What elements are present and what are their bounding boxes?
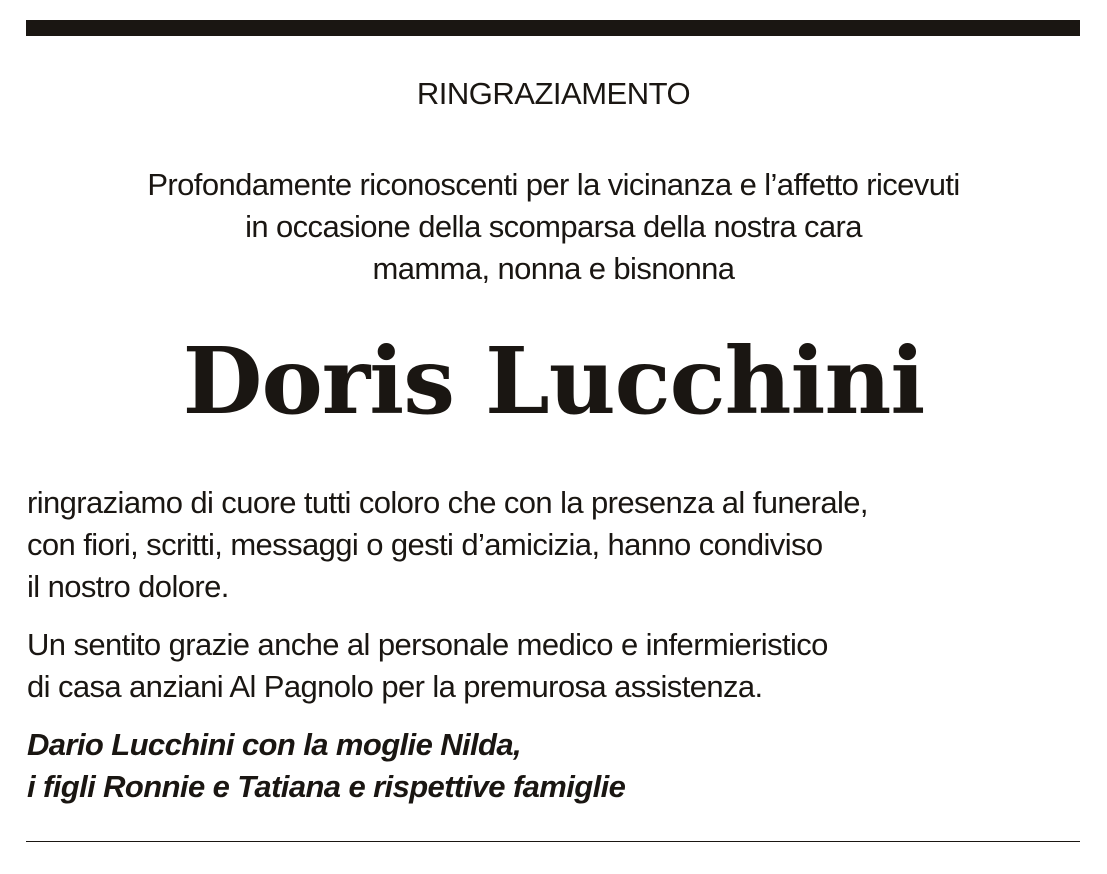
notice-heading: RINGRAZIAMENTO (416, 76, 691, 111)
intro-text (0, 164, 1107, 290)
deceased-name: Doris Lucchini (182, 327, 925, 435)
bottom-rule (26, 841, 1080, 842)
signature-line: i figli Ronnie e Tatiana e rispettive famiglie (27, 769, 626, 804)
paragraph-line: con fiori, scritti, messaggi o gesti d’amicizia, hanno condiviso (27, 527, 823, 562)
top-rule (26, 20, 1080, 36)
signature-line: Dario Lucchini con la moglie Nilda, (27, 727, 522, 762)
paragraph-line: ringraziamo di cuore tutti coloro che con la presenza al funerale, (27, 485, 868, 520)
paragraph-line: di casa anziani Al Pagnolo per la premurosa assistenza. (27, 669, 763, 704)
intro-line: mamma, nonna e bisnonna (372, 251, 735, 286)
family-signature (27, 724, 1087, 808)
staff-thanks-paragraph (27, 624, 1087, 708)
paragraph-line: Un sentito grazie anche al personale medico e infermieristico (27, 627, 828, 662)
thanks-paragraph (27, 482, 1087, 608)
paragraph-line: il nostro dolore. (27, 569, 229, 604)
intro-line: Profondamente riconoscenti per la vicinanza e l’affetto ricevuti (147, 167, 960, 202)
intro-line: in occasione della scomparsa della nostra cara (245, 209, 862, 244)
